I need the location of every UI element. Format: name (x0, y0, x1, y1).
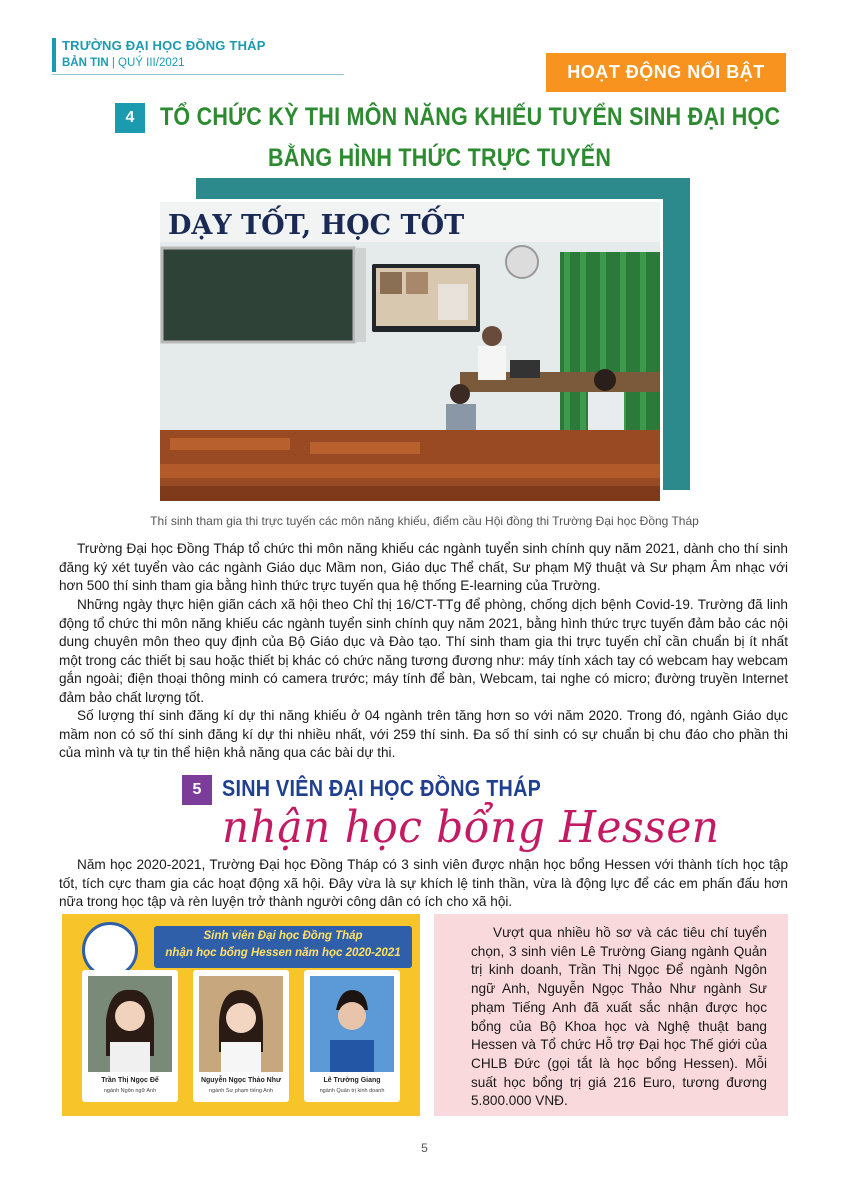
exam-room-illustration (160, 202, 660, 501)
student-major-3: ngành Quản trị kinh doanh (319, 1088, 385, 1094)
scholarship-poster (62, 914, 420, 1116)
section4-paragraph-1: Trường Đại học Đồng Tháp tổ chức thi môn năng khiếu các ngành tuyển sinh chính quy năm 2021, dành cho thí sinh đăng ký xét tuyển vào các ngành Giáo dục Mầm non, Giáo dục Thể chất, Sư phạm Mỹ thuật và Sư phạm Âm nhạc với hơn 500 thí sinh tham gia bằng hình thức trực tuyến qua hệ thống E-learning của Trường. (59, 541, 788, 593)
page-number: 5 (421, 1141, 428, 1155)
student-major-2: ngành Sư phạm tiếng Anh (209, 1088, 273, 1094)
student-name-2: Nguyễn Ngọc Thảo Như (200, 1077, 282, 1084)
section5-title-line1: SINH VIÊN ĐẠI HỌC ĐỒNG THÁP (222, 775, 542, 801)
student-card-1 (82, 970, 178, 1102)
student-photo-1 (88, 976, 172, 1072)
section5-title-line2: nhận học bổng Hessen (222, 802, 720, 853)
bulletin-issue (62, 57, 185, 69)
poster-line1: Sinh viên Đại học Đồng Tháp (203, 930, 363, 942)
section4-title-line1: TỔ CHỨC KỲ THI MÔN NĂNG KHIẾU TUYỂN SINH ĐẠI HỌC (160, 103, 781, 131)
student-major-1: ngành Ngôn ngữ Anh (103, 1088, 157, 1094)
student-name-1: Trần Thị Ngọc Để (101, 1077, 159, 1084)
exam-room-photo (157, 199, 663, 504)
bulletin-label: BẢN TIN (62, 57, 109, 69)
student-card-2 (193, 970, 289, 1102)
section4-paragraph-3: Số lượng thí sinh đăng kí dự thi năng khiếu ở 04 ngành trên tăng hơn so với năm 2020. Trong đó, ngành Giáo dục mầm non có số thí sinh đăng kí dự thi nhiều nhất, với 259 thí sinh. Đa số thí sinh có sự chuẩn bị chu đáo cho phần thi của mình và tự tin thể hiện khả năng qua các bài dự thi. (59, 708, 788, 760)
scholarship-detail-box (434, 914, 788, 1116)
student-photo-2 (199, 976, 283, 1072)
student-name-3: Lê Trường Giang (323, 1077, 381, 1084)
student-photo-3 (310, 976, 394, 1072)
university-name: TRƯỜNG ĐẠI HỌC ĐỒNG THÁP (62, 38, 266, 53)
section-number-5: 5 (182, 775, 212, 805)
section5-intro: Năm học 2020-2021, Trường Đại học Đồng Tháp có 3 sinh viên được nhận học bổng Hessen với thành tích học tập tốt, tích cực tham gia các hoạt động xã hội. Đây vừa là sự khích lệ tinh thần, vừa là động lực để các em phấn đấu hơn nữa trong học tập và rèn luyện trở thành người công dân có ích cho xã hội. (59, 857, 788, 909)
header-rule (52, 74, 344, 75)
header-accent-bar (52, 38, 56, 72)
poster-line2: nhận học bổng Hessen năm học 2020-2021 (165, 947, 401, 959)
section4-title-line2: BẰNG HÌNH THỨC TRỰC TUYẾN (268, 144, 612, 172)
section4-paragraph-2: Những ngày thực hiện giãn cách xã hội theo Chỉ thị 16/CT-TTg để phòng, chống dịch bệnh Covid-19. Trường đã linh động tổ chức thi môn năng khiếu các ngành tuyển sinh chính quy năm 2021, bằng hình thức trực tuyến đảm bảo các nội dung chuyên môn theo quy định của Bộ Giáo dục và Đào tạo. Thí sinh tham gia thi trực tuyến chỉ cần chuẩn bị ít nhất một trong các thiết bị sau hoặc thiết bị khác có chức năng tương đương như: máy tính xách tay có webcam hay webcam gắn ngoài; điện thoại thông minh có camera trước; máy tính để bàn, Webcam, tai nghe có micro; đường truyền Internet đảm bảo chất lượng tốt. (59, 597, 788, 705)
scholarship-detail-text: Vượt qua nhiều hồ sơ và các tiêu chí tuyển chọn, 3 sinh viên Lê Trường Giang ngành Quản trị kinh doanh, Trần Thị Ngọc Để ngành Ngôn ngữ Anh, Nguyễn Ngọc Thảo Như ngành Sư phạm Tiếng Anh đã xuất sắc nhận được học bổng của Bộ Khoa học và Nghệ thuật bang Hessen và Tổ chức Hỗ trợ Đại học Thế giới của CHLB Đức (gọi tắt là học bổng Hessen). Mỗi suất học bổng trị giá 216 Euro, tương đương 5.800.000 VNĐ. (471, 925, 767, 1109)
bulletin-separator: | (111, 57, 115, 69)
bulletin-quarter: QUÝ III/2021 (118, 57, 185, 69)
section-badge: HOẠT ĐỘNG NỔI BẬT (546, 53, 786, 92)
section-number-4: 4 (115, 103, 145, 133)
photo-sign-text: DẠY TỐT, HỌC TỐT (168, 210, 465, 241)
photo-caption: Thí sinh tham gia thi trực tuyến các môn năng khiếu, điểm cầu Hội đồng thi Trường Đại học Đồng Tháp (150, 514, 699, 528)
student-card-3 (304, 970, 400, 1102)
